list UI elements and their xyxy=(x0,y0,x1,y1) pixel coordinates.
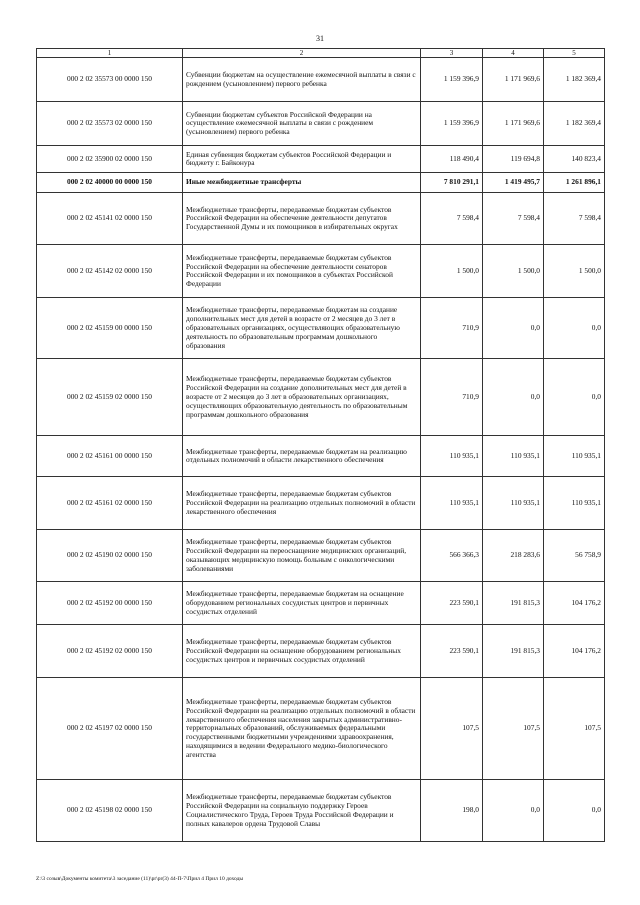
value-cell-col3: 198,0 xyxy=(421,780,483,842)
description-cell: Межбюджетные трансферты, передаваемые бюджетам на создание дополнительных мест для детей в возрасте от 2 месяцев до 3 лет в образовательных организациях, осуществляющих образовательную деятельность по образовательным программам дошкольного образования xyxy=(183,298,421,359)
table-row xyxy=(37,58,605,102)
description-cell: Межбюджетные трансферты, передаваемые бюджетам субъектов Российской Федерации на реализацию отдельных полномочий в области лекарственного обеспечения xyxy=(183,477,421,530)
value-cell-col5: 1 182 369,4 xyxy=(544,58,605,102)
table-row xyxy=(37,298,605,359)
value-cell-col5: 110 935,1 xyxy=(544,436,605,477)
description-cell: Межбюджетные трансферты, передаваемые бюджетам субъектов Российской Федерации на обеспечение деятельности депутатов Государственной Думы и их помощников в избирательных округах xyxy=(183,193,421,245)
value-cell-col5: 0,0 xyxy=(544,780,605,842)
budget-code-cell: 000 2 02 35573 00 0000 150 xyxy=(37,58,183,102)
value-cell-col3: 110 935,1 xyxy=(421,436,483,477)
value-cell-col4: 0,0 xyxy=(483,780,544,842)
table-row xyxy=(37,678,605,780)
value-cell-col4: 191 815,3 xyxy=(483,582,544,625)
description-cell: Межбюджетные трансферты, передаваемые бюджетам на оснащение оборудованием региональных сосудистых центров и первичных сосудистых отделений xyxy=(183,582,421,625)
description-cell: Межбюджетные трансферты, передаваемые бюджетам субъектов Российской Федерации на создание дополнительных мест для детей в возрасте от 2 месяцев до 3 лет в образовательных организациях, осуществляющих образовательную деятельность по образовательным программам дошкольного образования xyxy=(183,359,421,436)
budget-code-cell: 000 2 02 45192 00 0000 150 xyxy=(37,582,183,625)
table-header-row xyxy=(37,49,605,58)
value-cell-col3: 1 159 396,9 xyxy=(421,102,483,146)
value-cell-col3: 107,5 xyxy=(421,678,483,780)
value-cell-col4: 119 694,8 xyxy=(483,146,544,173)
description-cell: Межбюджетные трансферты, передаваемые бюджетам субъектов Российской Федерации на оснащение оборудованием региональных сосудистых центров и первичных сосудистых отделений xyxy=(183,625,421,678)
value-cell-col5: 140 823,4 xyxy=(544,146,605,173)
file-path-footer: Z:\3 созыв\Документы комитета\3 заседание (11)\pr\pr(3) 44-П-7\Прил 4 Прил 10 доходы xyxy=(36,876,244,882)
value-cell-col4: 191 815,3 xyxy=(483,625,544,678)
value-cell-col3: 223 590,1 xyxy=(421,582,483,625)
budget-code-cell: 000 2 02 45141 02 0000 150 xyxy=(37,193,183,245)
table-row xyxy=(37,146,605,173)
column-header: 5 xyxy=(544,49,605,58)
table-row xyxy=(37,102,605,146)
table-row xyxy=(37,625,605,678)
description-cell: Иные межбюджетные трансферты xyxy=(183,173,421,193)
value-cell-col5: 104 176,2 xyxy=(544,582,605,625)
value-cell-col3: 223 590,1 xyxy=(421,625,483,678)
table-row xyxy=(37,436,605,477)
table-row xyxy=(37,477,605,530)
value-cell-col4: 0,0 xyxy=(483,359,544,436)
description-cell: Межбюджетные трансферты, передаваемые бюджетам субъектов Российской Федерации на реализацию отдельных полномочий в области лекарственного обеспечения населения закрытых административно-территориальных образований, обслуживаемых федеральными государственными бюджетными учреждениями здравоохранения, находящимися в ведении Федерального медико-биологического агентства xyxy=(183,678,421,780)
budget-table xyxy=(36,48,605,842)
value-cell-col5: 1 261 896,1 xyxy=(544,173,605,193)
table-row xyxy=(37,359,605,436)
column-header: 3 xyxy=(421,49,483,58)
column-header: 2 xyxy=(183,49,421,58)
value-cell-col5: 107,5 xyxy=(544,678,605,780)
table-row xyxy=(37,245,605,298)
table-row xyxy=(37,193,605,245)
value-cell-col4: 110 935,1 xyxy=(483,477,544,530)
budget-code-cell: 000 2 02 35573 02 0000 150 xyxy=(37,102,183,146)
page-number: 31 xyxy=(316,34,324,43)
table-row xyxy=(37,582,605,625)
value-cell-col4: 0,0 xyxy=(483,298,544,359)
description-cell: Субвенции бюджетам на осуществление ежемесячной выплаты в связи с рождением (усыновлением) первого ребенка xyxy=(183,58,421,102)
budget-code-cell: 000 2 02 45159 00 0000 150 xyxy=(37,298,183,359)
value-cell-col5: 1 182 369,4 xyxy=(544,102,605,146)
budget-code-cell: 000 2 02 45192 02 0000 150 xyxy=(37,625,183,678)
description-cell: Межбюджетные трансферты, передаваемые бюджетам субъектов Российской Федерации на социальную поддержку Героев Социалистического Труда, Героев Труда Российской Федерации и полных кавалеров ордена Трудовой Славы xyxy=(183,780,421,842)
value-cell-col3: 1 500,0 xyxy=(421,245,483,298)
budget-code-cell: 000 2 02 45159 02 0000 150 xyxy=(37,359,183,436)
description-cell: Межбюджетные трансферты, передаваемые бюджетам на реализацию отдельных полномочий в области лекарственного обеспечения xyxy=(183,436,421,477)
description-cell: Межбюджетные трансферты, передаваемые бюджетам субъектов Российской Федерации на переоснащение медицинских организаций, оказывающих медицинскую помощь больным с онкологическими заболеваниями xyxy=(183,530,421,582)
budget-code-cell: 000 2 02 35900 02 0000 150 xyxy=(37,146,183,173)
value-cell-col3: 1 159 396,9 xyxy=(421,58,483,102)
value-cell-col5: 110 935,1 xyxy=(544,477,605,530)
value-cell-col3: 566 366,3 xyxy=(421,530,483,582)
budget-code-cell: 000 2 02 45161 00 0000 150 xyxy=(37,436,183,477)
table-row xyxy=(37,173,605,193)
column-header: 4 xyxy=(483,49,544,58)
value-cell-col5: 1 500,0 xyxy=(544,245,605,298)
value-cell-col4: 1 171 969,6 xyxy=(483,102,544,146)
value-cell-col4: 218 283,6 xyxy=(483,530,544,582)
value-cell-col3: 710,9 xyxy=(421,359,483,436)
table-row xyxy=(37,780,605,842)
value-cell-col4: 107,5 xyxy=(483,678,544,780)
value-cell-col3: 118 490,4 xyxy=(421,146,483,173)
value-cell-col5: 0,0 xyxy=(544,359,605,436)
budget-code-cell: 000 2 02 45198 02 0000 150 xyxy=(37,780,183,842)
value-cell-col4: 110 935,1 xyxy=(483,436,544,477)
value-cell-col5: 56 758,9 xyxy=(544,530,605,582)
description-cell: Единая субвенция бюджетам субъектов Российской Федерации и бюджету г. Байконура xyxy=(183,146,421,173)
table-row xyxy=(37,530,605,582)
budget-code-cell: 000 2 02 45161 02 0000 150 xyxy=(37,477,183,530)
value-cell-col4: 1 500,0 xyxy=(483,245,544,298)
value-cell-col4: 1 171 969,6 xyxy=(483,58,544,102)
value-cell-col3: 7 810 291,1 xyxy=(421,173,483,193)
budget-code-cell: 000 2 02 40000 00 0000 150 xyxy=(37,173,183,193)
column-header: 1 xyxy=(37,49,183,58)
value-cell-col5: 7 598,4 xyxy=(544,193,605,245)
budget-code-cell: 000 2 02 45197 02 0000 150 xyxy=(37,678,183,780)
value-cell-col3: 710,9 xyxy=(421,298,483,359)
budget-code-cell: 000 2 02 45190 02 0000 150 xyxy=(37,530,183,582)
value-cell-col5: 104 176,2 xyxy=(544,625,605,678)
value-cell-col4: 1 419 495,7 xyxy=(483,173,544,193)
value-cell-col3: 7 598,4 xyxy=(421,193,483,245)
value-cell-col5: 0,0 xyxy=(544,298,605,359)
value-cell-col4: 7 598,4 xyxy=(483,193,544,245)
description-cell: Субвенции бюджетам субъектов Российской Федерации на осуществление ежемесячной выплаты в связи с рождением (усыновлением) первого ребенка xyxy=(183,102,421,146)
description-cell: Межбюджетные трансферты, передаваемые бюджетам субъектов Российской Федерации на обеспечение деятельности сенаторов Российской Федерации и их помощников в субъектах Российской Федерации xyxy=(183,245,421,298)
value-cell-col3: 110 935,1 xyxy=(421,477,483,530)
budget-code-cell: 000 2 02 45142 02 0000 150 xyxy=(37,245,183,298)
